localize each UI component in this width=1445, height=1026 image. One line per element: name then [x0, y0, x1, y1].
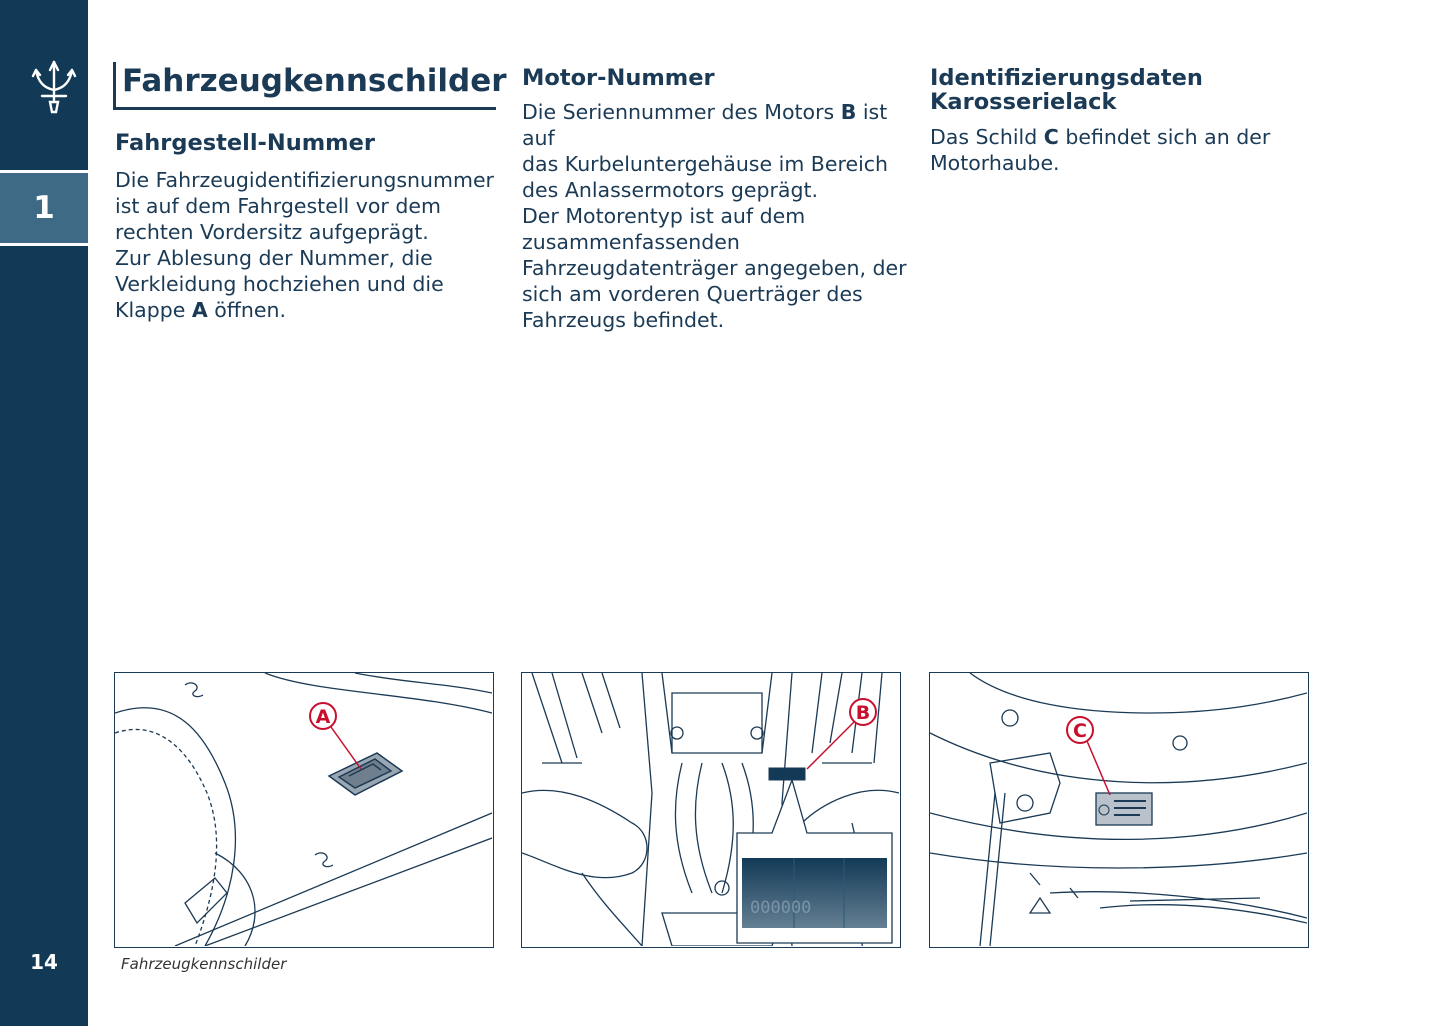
figure-chassis-flap	[114, 672, 494, 948]
trident-logo-icon	[28, 56, 80, 116]
text-line: Fahrzeugdatenträger angegeben, der	[522, 256, 907, 280]
text-line: Die Seriennummer des Motors	[522, 100, 841, 124]
chassis-number-heading: Fahrgestell-Nummer	[115, 130, 375, 156]
text-line: sich am vorderen Querträger des	[522, 282, 863, 306]
text-line: zusammenfassenden	[522, 230, 740, 254]
callout-b: B	[855, 702, 871, 724]
engine-number-text	[522, 99, 912, 333]
hood-illustration	[930, 673, 1307, 946]
text-line: Das Schild	[930, 125, 1044, 149]
text-line: des Anlassermotors geprägt.	[522, 178, 819, 202]
engine-number-sample: 000000	[750, 898, 812, 918]
text-line: ist auf dem Fahrgestell vor dem	[115, 194, 441, 218]
text-line: öffnen.	[207, 298, 287, 322]
text-line: Zur Ablesung der Nummer, die	[115, 246, 433, 270]
chassis-number-section	[115, 131, 495, 323]
ref-label-c: C	[1043, 125, 1059, 149]
text-line: befindet sich an der	[1058, 125, 1271, 149]
figure-paint-plate	[929, 672, 1309, 948]
engine-number-heading: Motor-Nummer	[522, 65, 715, 91]
paint-plate-c	[1096, 793, 1152, 825]
text-line: ist auf	[522, 100, 888, 150]
sidebar	[0, 0, 88, 1026]
paint-data-heading	[930, 66, 1310, 114]
figure-caption: Fahrzeugkennschilder	[121, 955, 287, 973]
text-line: Fahrzeugs befindet.	[522, 308, 725, 332]
paint-data-section	[930, 66, 1310, 176]
callout-a: A	[315, 706, 331, 728]
text-line: Die Fahrzeugidentifizierungsnummer	[115, 168, 494, 192]
ref-label-a: A	[191, 298, 208, 322]
text-line: Klappe	[115, 298, 192, 322]
flap-a	[329, 753, 402, 795]
text-line: rechten Vordersitz aufgeprägt.	[115, 220, 429, 244]
paint-data-text	[930, 124, 1310, 176]
text-line: Motorhaube.	[930, 151, 1060, 175]
text-line: Verkleidung hochziehen und die	[115, 272, 444, 296]
heading-line: Karosserielack	[930, 89, 1117, 115]
chassis-number-text	[115, 167, 495, 323]
heading-line: Identifizierungsdaten	[930, 65, 1203, 91]
engine-illustration	[522, 673, 899, 946]
chapter-tab[interactable]: 1	[0, 170, 88, 246]
ref-label-b: B	[840, 100, 857, 124]
page-title: Fahrzeugkennschilder	[113, 62, 496, 110]
figure-engine-number	[521, 672, 901, 948]
page-number: 14	[30, 950, 58, 974]
text-line: das Kurbeluntergehäuse im Bereich	[522, 152, 889, 176]
text-line: Der Motorentyp ist auf dem	[522, 204, 806, 228]
seat-illustration	[115, 673, 492, 946]
engine-number-plate	[769, 768, 805, 780]
engine-number-section	[522, 66, 912, 333]
callout-c: C	[1073, 720, 1087, 742]
